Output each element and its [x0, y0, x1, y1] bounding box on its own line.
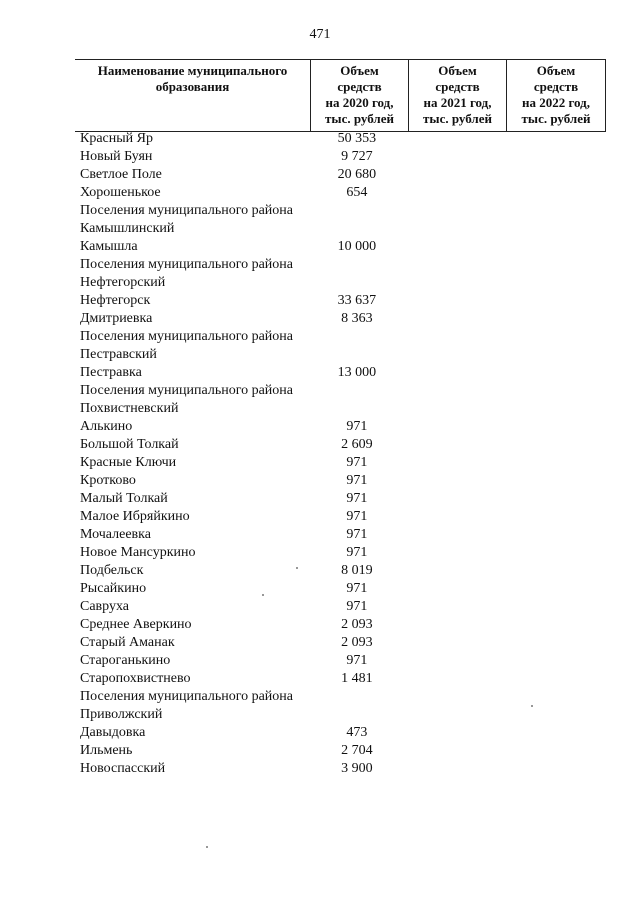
amount-2021: [406, 364, 503, 382]
amount-2020: 971: [346, 473, 368, 488]
amount-2020: 2 609: [341, 437, 373, 452]
amount-2022: [503, 256, 600, 292]
municipality-name: Старый Аманак: [80, 635, 175, 650]
table-row: [80, 688, 600, 724]
municipality-name: Красные Ключи: [80, 455, 177, 470]
table-row: [80, 508, 600, 526]
amount-2020: 971: [346, 419, 368, 434]
amount-2021: [406, 166, 503, 184]
table-row: [80, 382, 600, 418]
amount-2022: [503, 724, 600, 742]
municipality-name: Алькино: [80, 419, 133, 434]
amount-2021: [406, 616, 503, 634]
municipality-name: Кротково: [80, 473, 136, 488]
municipality-name: Поселения муниципального района Нефтегорский: [80, 257, 294, 290]
amount-2021: [406, 598, 503, 616]
table-row: [80, 616, 600, 634]
amount-2021: [406, 130, 503, 148]
table-row: [80, 598, 600, 616]
header-2020-amount: Объем средств на 2020 год, тыс. рублей: [310, 60, 408, 131]
amount-2020: 50 353: [337, 131, 377, 146]
scan-speck: [262, 594, 264, 596]
amount-2021: [406, 634, 503, 652]
amount-2022: [503, 562, 600, 580]
table-row: [80, 202, 600, 238]
amount-2021: [406, 292, 503, 310]
amount-2020: 20 680: [337, 167, 377, 182]
amount-2020: [308, 688, 405, 724]
municipality-name: Нефтегорск: [80, 293, 151, 308]
amount-2022: [503, 130, 600, 148]
amount-2022: [503, 328, 600, 364]
amount-2021: [406, 652, 503, 670]
municipality-name: Новоспасский: [80, 761, 166, 776]
table-row: [80, 166, 600, 184]
scan-speck: [531, 705, 533, 707]
table-row: [80, 670, 600, 688]
amount-2022: [503, 238, 600, 256]
table-row: [80, 580, 600, 598]
amount-2020: 971: [346, 581, 368, 596]
table-row: [80, 328, 600, 364]
table-row: [80, 256, 600, 292]
amount-2022: [503, 148, 600, 166]
municipality-name: Пестравка: [80, 365, 142, 380]
amount-2020: 971: [346, 509, 368, 524]
amount-2021: [406, 688, 503, 724]
amount-2022: [503, 544, 600, 562]
municipality-name: Хорошенькое: [80, 185, 161, 200]
table-row: [80, 184, 600, 202]
table-row: [80, 364, 600, 382]
municipality-name: Малый Толкай: [80, 491, 168, 506]
municipality-name: Поселения муниципального района Похвистневский: [80, 383, 294, 416]
table-row: [80, 490, 600, 508]
amount-2022: [503, 580, 600, 598]
amount-2020: 473: [346, 725, 368, 740]
amount-2022: [503, 310, 600, 328]
amount-2021: [406, 148, 503, 166]
amount-2020: [308, 256, 405, 292]
municipality-name: Поселения муниципального района Приволжский: [80, 689, 294, 722]
table-row: [80, 454, 600, 472]
table-row: [80, 130, 600, 148]
municipality-name: Рысайкино: [80, 581, 147, 596]
amount-2022: [503, 652, 600, 670]
table-row: [80, 418, 600, 436]
amount-2021: [406, 202, 503, 238]
table-row: [80, 436, 600, 454]
amount-2020: 13 000: [337, 365, 377, 380]
amount-2022: [503, 364, 600, 382]
amount-2021: [406, 580, 503, 598]
amount-2020: 971: [346, 545, 368, 560]
amount-2022: [503, 598, 600, 616]
amount-2021: [406, 490, 503, 508]
amount-2021: [406, 742, 503, 760]
table-row: [80, 724, 600, 742]
amount-2020: 10 000: [337, 239, 377, 254]
municipality-name: Светлое Поле: [80, 167, 162, 182]
municipality-name: Малое Ибряйкино: [80, 509, 190, 524]
table-row: [80, 562, 600, 580]
municipality-name: Ильмень: [80, 743, 133, 758]
municipality-name: Подбельск: [80, 563, 144, 578]
amount-2020: [308, 328, 405, 364]
amount-2022: [503, 166, 600, 184]
header-2021-amount: Объем средств на 2021 год, тыс. рублей: [408, 60, 506, 131]
amount-2020: 971: [346, 527, 368, 542]
amount-2020: 2 093: [341, 635, 373, 650]
municipality-name: Среднее Аверкино: [80, 617, 192, 632]
amount-2020: 971: [346, 653, 368, 668]
amount-2022: [503, 688, 600, 724]
amount-2020: [308, 382, 405, 418]
table-row: [80, 238, 600, 256]
amount-2021: [406, 328, 503, 364]
table-row: [80, 310, 600, 328]
amount-2021: [406, 418, 503, 436]
amount-2022: [503, 742, 600, 760]
amount-2020: 33 637: [337, 293, 377, 308]
table-row: [80, 148, 600, 166]
amount-2021: [406, 670, 503, 688]
scan-speck: [206, 846, 208, 848]
municipality-name: Камышла: [80, 239, 138, 254]
table-row: [80, 292, 600, 310]
table-row: [80, 634, 600, 652]
amount-2020: 1 481: [341, 671, 373, 686]
amount-2022: [503, 508, 600, 526]
municipality-name: Давыдовка: [80, 725, 146, 740]
amount-2022: [503, 490, 600, 508]
amount-2020: [308, 202, 405, 238]
table-row: [80, 760, 600, 778]
amount-2022: [503, 670, 600, 688]
amount-2020: 9 727: [341, 149, 373, 164]
municipality-name: Новый Буян: [80, 149, 153, 164]
page-number: 471: [309, 27, 331, 42]
amount-2021: [406, 508, 503, 526]
table-body: [80, 130, 600, 778]
amount-2020: 8 363: [341, 311, 373, 326]
scan-speck: [296, 567, 298, 569]
amount-2022: [503, 526, 600, 544]
amount-2020: 8 019: [341, 563, 373, 578]
amount-2021: [406, 760, 503, 778]
table-row: [80, 544, 600, 562]
header-2022-amount: Объем средств на 2022 год, тыс. рублей: [506, 60, 606, 131]
amount-2021: [406, 562, 503, 580]
amount-2022: [503, 472, 600, 490]
header-municipality-name: Наименование муниципального образования: [97, 63, 288, 94]
amount-2020: 971: [346, 455, 368, 470]
amount-2022: [503, 418, 600, 436]
table-row: [80, 472, 600, 490]
amount-2021: [406, 544, 503, 562]
amount-2020: 2 093: [341, 617, 373, 632]
amount-2020: 654: [346, 185, 368, 200]
amount-2021: [406, 256, 503, 292]
table-row: [80, 742, 600, 760]
amount-2022: [503, 184, 600, 202]
municipality-name: Красный Яр: [80, 131, 153, 146]
municipality-name: Старопохвистнево: [80, 671, 191, 686]
table-row: [80, 652, 600, 670]
amount-2021: [406, 454, 503, 472]
amount-2020: 971: [346, 491, 368, 506]
municipality-name: Поселения муниципального района Камышлинский: [80, 203, 294, 236]
amount-2022: [503, 382, 600, 418]
amount-2022: [503, 454, 600, 472]
table-header: [75, 59, 606, 132]
amount-2022: [503, 760, 600, 778]
table-row: [80, 526, 600, 544]
municipality-name: Савруха: [80, 599, 130, 614]
amount-2020: 971: [346, 599, 368, 614]
amount-2021: [406, 472, 503, 490]
amount-2021: [406, 526, 503, 544]
amount-2022: [503, 436, 600, 454]
amount-2021: [406, 184, 503, 202]
municipality-name: Поселения муниципального района Пестравский: [80, 329, 294, 362]
amount-2022: [503, 634, 600, 652]
municipality-name: Староганькино: [80, 653, 171, 668]
municipality-name: Новое Мансуркино: [80, 545, 196, 560]
amount-2020: 2 704: [341, 743, 373, 758]
municipality-name: Дмитриевка: [80, 311, 153, 326]
amount-2022: [503, 616, 600, 634]
amount-2021: [406, 436, 503, 454]
amount-2021: [406, 238, 503, 256]
amount-2020: 3 900: [341, 761, 373, 776]
amount-2021: [406, 310, 503, 328]
amount-2021: [406, 382, 503, 418]
municipality-name: Большой Толкай: [80, 437, 179, 452]
amount-2022: [503, 202, 600, 238]
amount-2021: [406, 724, 503, 742]
amount-2022: [503, 292, 600, 310]
municipality-name: Мочалеевка: [80, 527, 151, 542]
